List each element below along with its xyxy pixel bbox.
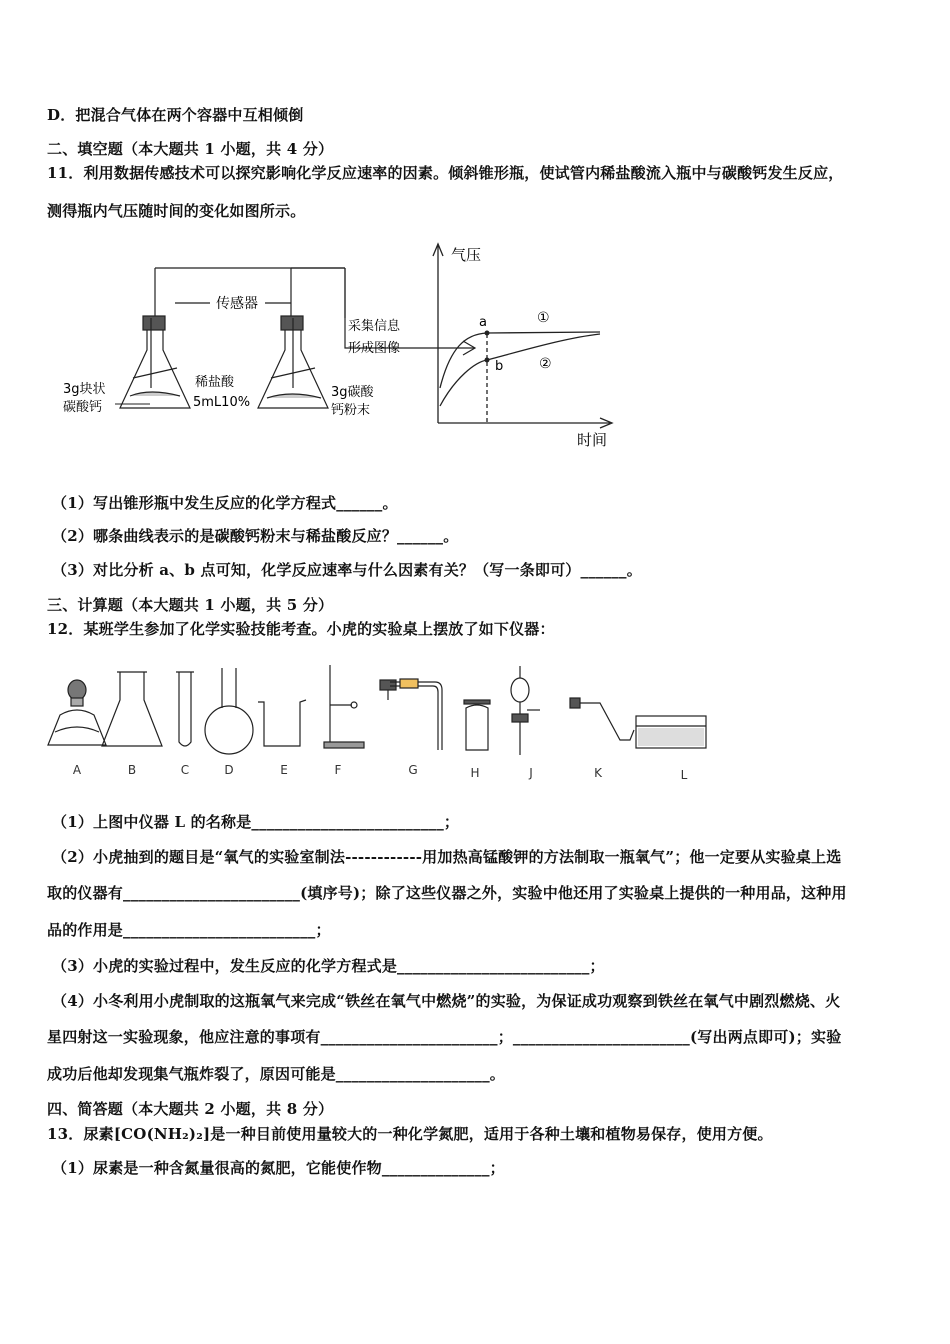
label-F: F bbox=[334, 763, 342, 777]
section-heading-short-answer: 四、简答题（本大题共 2 小题，共 8 分） bbox=[47, 1100, 334, 1118]
question-13-part-1: （1）尿素是一种含氮量很高的氮肥，它能使作物______________； bbox=[52, 1159, 505, 1177]
delivery-tube bbox=[380, 679, 442, 750]
question-12-part-2: （2）小虎抽到的题目是“氧气的实验室制法------------用加热高锰酸钾的方法制取一瓶氧气”；他一定要从实验桌上选 bbox=[52, 848, 842, 866]
water-trough bbox=[636, 716, 706, 748]
label-A: A bbox=[72, 763, 82, 777]
section-heading-calculation: 三、计算题（本大题共 1 小题，共 5 分） bbox=[47, 596, 334, 614]
right-solid-label-1: 3g碳酸 bbox=[331, 385, 374, 400]
collect-label-1: 采集信息 bbox=[348, 319, 401, 334]
acid-label-2: 5mL10% bbox=[193, 395, 251, 410]
label-E: E bbox=[280, 763, 288, 777]
curve-1-label: ① bbox=[537, 310, 550, 326]
question-12-stem: 12．某班学生参加了化学实验技能考查。小虎的实验桌上摆放了如下仪器： bbox=[47, 620, 555, 638]
point-b-label: b bbox=[495, 359, 504, 374]
question-12-part-1: （1）上图中仪器 L 的名称是_________________________； bbox=[52, 813, 460, 831]
acid-label-1: 稀盐酸 bbox=[195, 375, 235, 390]
label-L: L bbox=[680, 768, 688, 782]
point-a bbox=[485, 331, 490, 336]
curve-1 bbox=[440, 332, 600, 388]
question-12-part-4: （4）小冬利用小虎制取的这瓶氧气来完成“铁丝在氧气中燃烧”的实验，为保证成功观察到铁丝在氧气中剧烈燃烧、火 bbox=[52, 992, 841, 1010]
question-11-part-3: （3）对比分析 a、b 点可知，化学反应速率与什么因素有关？（写一条即可）______。 bbox=[52, 561, 642, 579]
left-solid-label-1: 3g块状 bbox=[63, 382, 106, 397]
sensor-wire bbox=[155, 268, 475, 355]
bent-tube bbox=[570, 698, 634, 740]
question-12-part-4-cont-2: 成功后他却发现集气瓶炸裂了，原因可能是____________________。 bbox=[47, 1065, 506, 1083]
point-a-label: a bbox=[479, 315, 487, 330]
right-flask bbox=[258, 316, 328, 408]
conical-flask bbox=[102, 672, 162, 746]
label-J: J bbox=[529, 766, 533, 780]
label-G: G bbox=[408, 763, 418, 777]
right-solid-label-2: 钙粉末 bbox=[331, 403, 371, 418]
question-12-part-3: （3）小虎的实验过程中，发生反应的化学方程式是_________________________； bbox=[52, 957, 605, 975]
label-B: B bbox=[127, 763, 137, 777]
apparatus-figure bbox=[40, 660, 730, 785]
option-d: D．把混合气体在两个容器中互相倾倒 bbox=[47, 106, 304, 124]
curve-2-label: ② bbox=[539, 356, 552, 372]
y-axis-label: 气压 bbox=[451, 246, 482, 264]
separatory-funnel bbox=[511, 666, 540, 755]
label-D: D bbox=[224, 763, 234, 777]
collect-label-2: 形成图像 bbox=[348, 341, 401, 356]
question-12-part-2-cont-1: 取的仪器有_______________________(填序号)；除了这些仪器之外，实验中他还用了实验桌上提供的一种用品，这种用 bbox=[47, 884, 847, 902]
question-13-stem: 13．尿素[CO(NH₂)₂]是一种目前使用量较大的一种化学氮肥，适用于各种土壤和植物易保存，使用方便。 bbox=[47, 1125, 773, 1143]
section-heading-fill-in: 二、填空题（本大题共 1 小题，共 4 分） bbox=[47, 140, 334, 158]
point-b bbox=[485, 358, 490, 363]
label-K: K bbox=[594, 766, 602, 780]
question-12-part-2-cont-2: 品的作用是_________________________； bbox=[47, 921, 331, 939]
label-C: C bbox=[180, 763, 190, 777]
test-tube bbox=[176, 672, 194, 746]
beaker bbox=[258, 700, 306, 746]
round-flask bbox=[205, 668, 253, 754]
alcohol-lamp bbox=[48, 680, 106, 745]
question-12-part-4-cont-1: 星四射这一实验现象，他应注意的事项有_______________________；_______________________(写出两点即可)；实验 bbox=[47, 1028, 842, 1046]
label-H: H bbox=[470, 766, 480, 780]
question-11-stem: 11．利用数据传感技术可以探究影响化学反应速率的因素。倾斜锥形瓶，使试管内稀盐酸流入瓶中与碳酸钙发生反应， bbox=[47, 164, 844, 182]
gas-jar bbox=[464, 700, 490, 750]
question-11-stem-cont: 测得瓶内气压随时间的变化如图所示。 bbox=[47, 202, 306, 220]
curve-2 bbox=[440, 334, 600, 406]
pressure-experiment-figure bbox=[55, 238, 635, 453]
sensor-label: 传感器 bbox=[216, 296, 258, 312]
question-11-part-1: （1）写出锥形瓶中发生反应的化学方程式______。 bbox=[52, 494, 398, 512]
question-11-part-2: （2）哪条曲线表示的是碳酸钙粉末与稀盐酸反应？______。 bbox=[52, 527, 459, 545]
left-solid-label-2: 碳酸钙 bbox=[63, 400, 103, 415]
x-axis-label: 时间 bbox=[577, 431, 608, 449]
iron-stand bbox=[324, 665, 364, 748]
left-flask bbox=[120, 316, 190, 408]
